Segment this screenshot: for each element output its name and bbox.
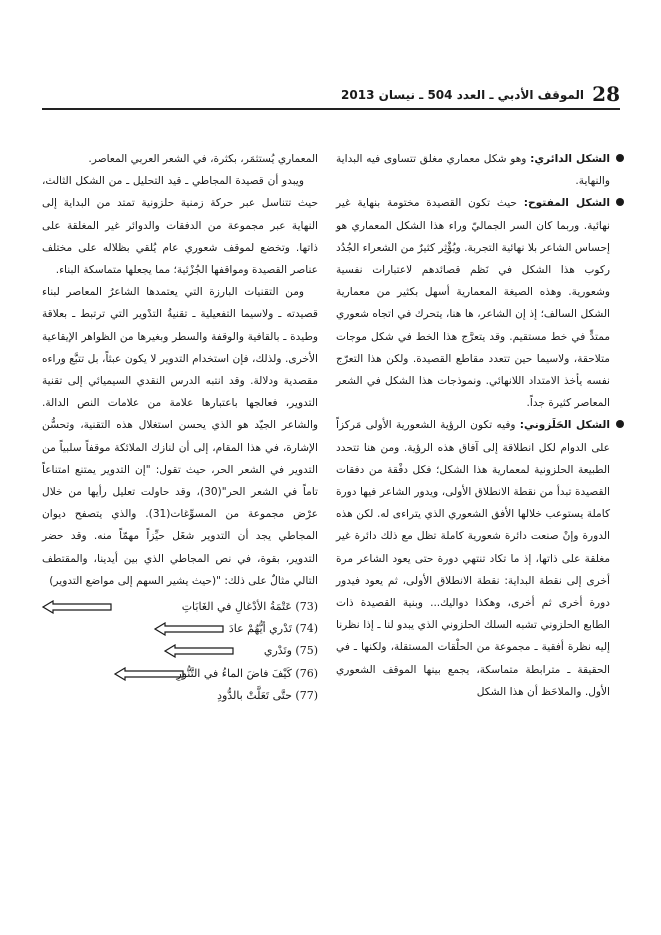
right-column: [336, 148, 624, 703]
bullet-text: وفيه تكون الرؤية الشعورية الأولى مَركزاً على الدوام لكل انطلاقة إلى آفاق هذه الرؤية. ومن هنا تتحدد الطبيعة الحلزونية لمعمارية هذا الشكل؛ فكل دفْقة من دفقات القصيدة تبدأ من نقطة الانطلاق الأولى، ويدور الشاعر فيها دورة كاملة يستوعب خلالها الأفق الشعوري الذي يتراءى له. لكن هذه الدورة وإنْ صنعت دائرة شعورية كاملة تظل مع ذلك دائرة غير مغلقة على ذاتها، إذ ما تكاد تنتهي دورة حتى يعود الشاعر مرة أخرى إلى نقطة البداية: نقطة الانطلاق الأولى، ثم يعود فيدور دورة أخرى ثم أخرى، وهكذا دواليك... وبنية القصيدة ذات الطابع الحلزوني تشبه السلك الحلزوني الذي يبدو لنا ـ إذا نظرنا إليه نظرة أفقية ـ مجموعة من الحلْقات المستقلة، ولكنها ـ في الحقيقة ـ مترابطة متماسكة، يجمع بينها الموقف الشعوري الأول. والملاحَظ أن هذا الشكل: [336, 419, 610, 698]
verse-text: (73) عَتْمَةُ الأدْغالِ في الغَابَاتِ: [181, 600, 318, 614]
left-arrow-icon: [114, 667, 184, 681]
bullet-text: حيث تكون القصيدة مختومة بنهاية غير نهائية. وربما كان السر الجماليّ وراء هذا الشكل المعماري هو إحساس الشاعر بلا نهائية التجربة. ويُؤْثِر كثيرٌ من الشعراء الجُدُد ركوب هذا الشكل في نَظم قصائدهم لاعتبارات نفسية وشعورية. وهذه الصيغة المعمارية أسهل بكثير من معمارية الشكل السالف؛ إذ إن الشاعر، ها هنا، يتحرك في اتجاه شعوري ممتدٍّ في خط مستقيم. وقد يتعرَّج هذا الخط في شكل موجات متلاحقة، ولاسيما حين تتعدد مقاطع القصيدة. ولكن هذا التعرّج نفسه يأخذ الامتداد اللانهائي. ونموذجات هذا الشكل في الشعر المعاصر كثيرة جداً.: [336, 197, 610, 410]
term-open: الشكل المفتوح:: [523, 197, 611, 210]
poem-line: [42, 596, 318, 618]
paragraph: ويبدو أن قصيدة المجاطي ـ قيد التحليل ـ من الشكل الثالث، حيث تتناسل عبر حركة زمنية حلزونية تمتد من البداية إلى النهاية عبر مجموعة من الدفقات والدوائر غير المغلقة على ذاتها. وتخضع لموقف شعوري عام يُلقي بظلاله على مختلف عناصر القصيدة ومواقفها الجُزْئية؛ مما يجعلها متماسكة البناء.: [42, 175, 318, 277]
paragraph: المعماري يُستثمَر، بكثرة، في الشعر العربي المعاصر.: [88, 153, 318, 165]
paragraph: ومن التقنيات البارزة التي يعتمدها الشاعرُ المعاصر لبناء قصيدته ـ ولاسيما التفعيلية ـ تقنيةُ التدْوير التي ترتبط ـ بعلاقة وطيدة ـ بالقافية والوقفة والسطر وبغيرها من الظواهر الإيقاعية الأخرى. ولذلك، فإن استخدام التدوير لا يكون عبثاً، بل تتبَّع وراءه مقصدية ودلالة. وقد انتبه الدرس النقدي السيميائي إلى تقنية التدوير، فعالجها باعتبارها علامة من علامات النص الدالة. والشاعر الجيّد هو الذي يحسن استغلال هذه التقنية، وتحسُّن الإشارة، في هذا المقام، إلى أن لنازك الملائكة موقفاً سلبياً من التدوير في الشعر الحر، حيث تقول: "إن التدوير يمتنع امتناعاً تاماً في الشعر الحر"(30)، وقد حاولت تعليل رأيها من خلال عرْض مجموعة من المسوِّغات(31). والذي يتصفح ديوان المجاطي يجد أن التدوير شغَل حيِّزاً مهمّاً منه. وقد حضر التدوير، بقوة، في نص المجاطي الذي بين أيدينا، والمقتطف التالي مثالٌ على ذلك: "(حيث يشير السهم إلى مواضع التدوير): [42, 286, 318, 587]
bullet-dot-icon: [616, 420, 624, 428]
left-column: [42, 148, 318, 707]
term-spiral: الشكل الحَلَزوني:: [519, 419, 610, 432]
verse-text: (76) كَيْفَ فاضَ الماءُ في التَّنُّورِ: [176, 666, 318, 680]
left-arrow-icon: [164, 644, 234, 658]
left-arrow-icon: [154, 622, 224, 636]
poem-line: [42, 685, 318, 707]
header-rule: [42, 108, 620, 110]
page-header: [42, 84, 620, 108]
poem-line: [42, 618, 318, 640]
issue-info: الموقف الأدبي ـ العدد 504 ـ نيسان 2013: [341, 88, 584, 102]
poem-line: [42, 640, 318, 662]
bullet-dot-icon: [616, 154, 624, 162]
bullet-text: وهو شكل معماري مغلق تتساوى فيه البداية والنهاية.: [336, 153, 610, 188]
verse-text: (77) حتَّى تَعَلَّتْ بالدُّودِ: [217, 688, 318, 702]
bullet-circular-form: [336, 148, 624, 192]
term-circular: الشكل الدائري:: [530, 153, 610, 165]
left-arrow-icon: [42, 600, 112, 614]
page-number: 28: [592, 82, 620, 106]
verse-text: (75) وتَدْري: [263, 644, 318, 658]
poem-excerpt: [42, 596, 318, 707]
bullet-spiral-form: [336, 414, 624, 703]
poem-line: [42, 663, 318, 685]
bullet-open-form: [336, 192, 624, 414]
verse-text: (74) تَدْري أيُّهُمْ عادَ: [228, 622, 318, 636]
bullet-dot-icon: [616, 198, 624, 206]
